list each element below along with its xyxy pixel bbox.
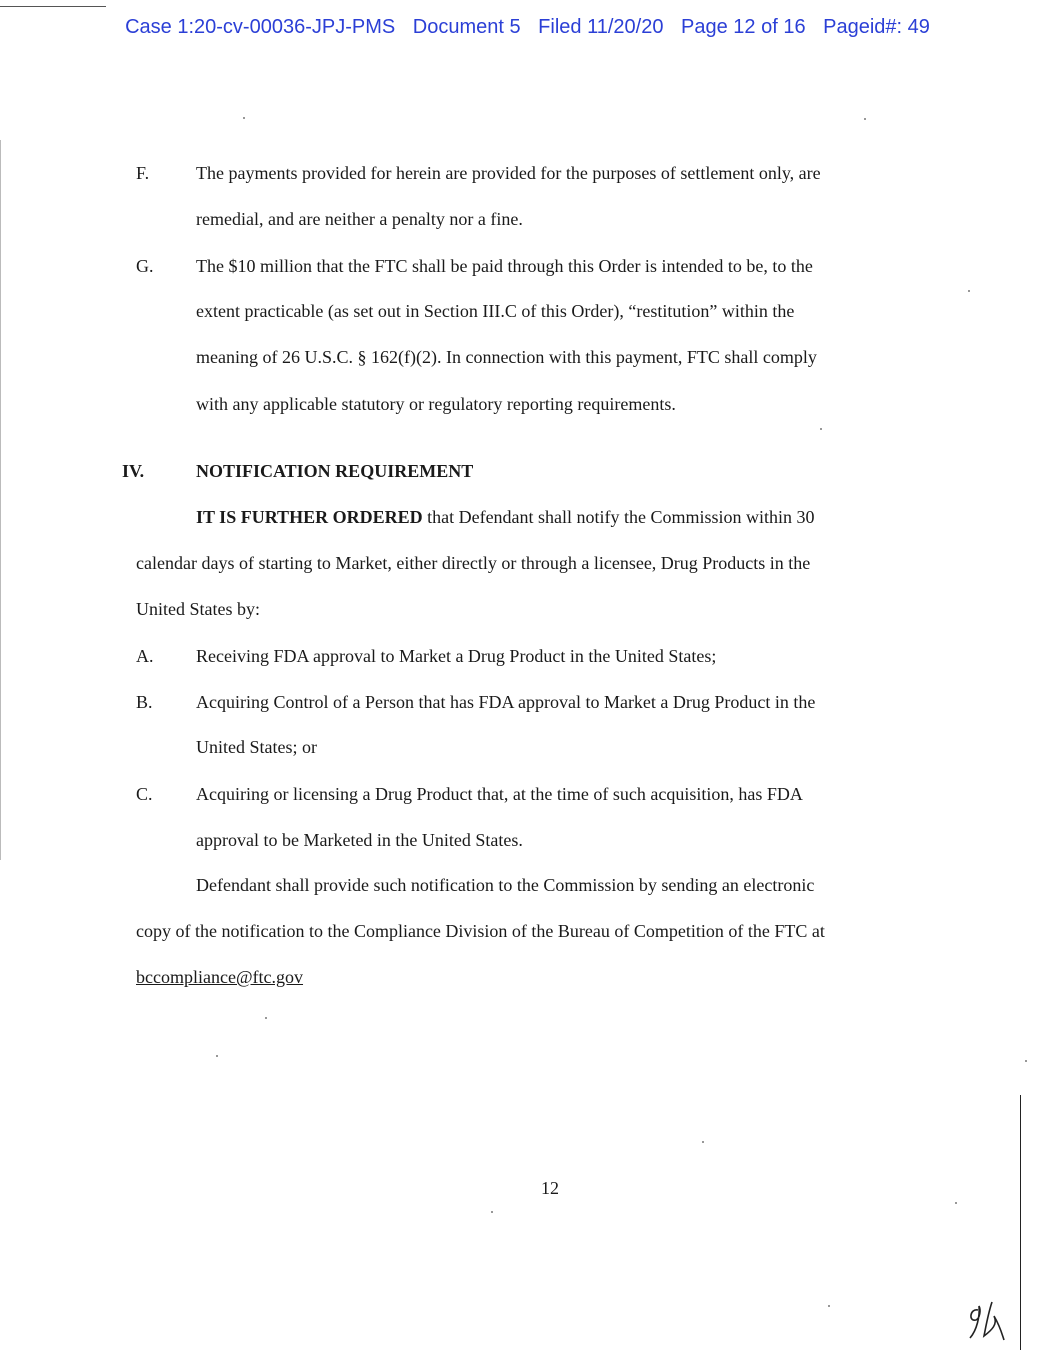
scan-speck: [955, 1202, 957, 1204]
item-label-b: B.: [136, 692, 153, 712]
item-c-line-1: Acquiring or licensing a Drug Product that, at the time of such acquisition, has FDA: [196, 784, 803, 804]
section-number: IV.: [122, 461, 145, 481]
scan-speck: [243, 117, 245, 119]
item-g-line-4: with any applicable statutory or regulatory reporting requirements.: [196, 394, 676, 414]
document-number: Document 5: [412, 16, 521, 38]
intro-line-2: calendar days of starting to Market, either directly or through a licensee, Drug Products in the: [136, 553, 811, 573]
scan-speck: [216, 1055, 218, 1057]
item-b-line-2: United States; or: [196, 737, 317, 757]
page-count: Page 12 of 16: [681, 16, 806, 38]
page-id: Pageid#: 49: [823, 16, 930, 38]
item-g-line-3: meaning of 26 U.S.C. § 162(f)(2). In connection with this payment, FTC shall comply: [196, 347, 817, 367]
item-label-a: A.: [136, 646, 154, 666]
email-link[interactable]: bccompliance@ftc.gov: [136, 967, 304, 987]
intro-bold: IT IS FURTHER ORDERED: [196, 507, 423, 527]
page-number: 12: [541, 1178, 559, 1198]
ecf-header: [0, 16, 1055, 39]
item-f-line-2: remedial, and are neither a penalty nor a fine.: [196, 209, 523, 229]
closing-line-2: copy of the notification to the Compliance Division of the Bureau of Competition of the FTC at: [136, 921, 825, 941]
intro-line-1-rest: that Defendant shall notify the Commission within 30: [422, 507, 815, 527]
item-c-line-2: approval to be Marketed in the United States.: [196, 830, 523, 850]
item-a-line-1: Receiving FDA approval to Market a Drug Product in the United States;: [196, 646, 717, 666]
scan-speck: [1025, 1060, 1027, 1062]
top-edge-rule: [0, 6, 106, 7]
case-number: Case 1:20-cv-00036-JPJ-PMS: [125, 16, 396, 38]
scan-speck: [828, 1305, 830, 1307]
intro-line-1: [196, 506, 815, 528]
item-label-f: F.: [136, 163, 150, 183]
closing-line-1: Defendant shall provide such notification to the Commission by sending an electronic: [196, 875, 815, 895]
item-label-c: C.: [136, 784, 153, 804]
item-label-g: G.: [136, 256, 154, 276]
scan-speck: [864, 118, 866, 120]
scan-speck: [968, 290, 970, 292]
section-title: NOTIFICATION REQUIREMENT: [196, 461, 474, 481]
intro-line-3: United States by:: [136, 599, 260, 619]
scan-speck: [702, 1141, 704, 1143]
scan-speck: [265, 1017, 267, 1019]
filed-date: Filed 11/20/20: [538, 16, 664, 38]
item-g-line-2: extent practicable (as set out in Section III.C of this Order), “restitution” within the: [196, 301, 795, 321]
item-f-line-1: The payments provided for herein are provided for the purposes of settlement only, are: [196, 163, 821, 183]
item-b-line-1: Acquiring Control of a Person that has FDA approval to Market a Drug Product in the: [196, 692, 816, 712]
handwritten-initials: [964, 1296, 1008, 1346]
scan-speck: [820, 428, 822, 430]
scan-left-edge: [0, 140, 1, 860]
scan-speck: [491, 1211, 493, 1213]
item-g-line-1: The $10 million that the FTC shall be paid through this Order is intended to be, to the: [196, 256, 813, 276]
scan-right-edge: [1020, 1095, 1021, 1350]
